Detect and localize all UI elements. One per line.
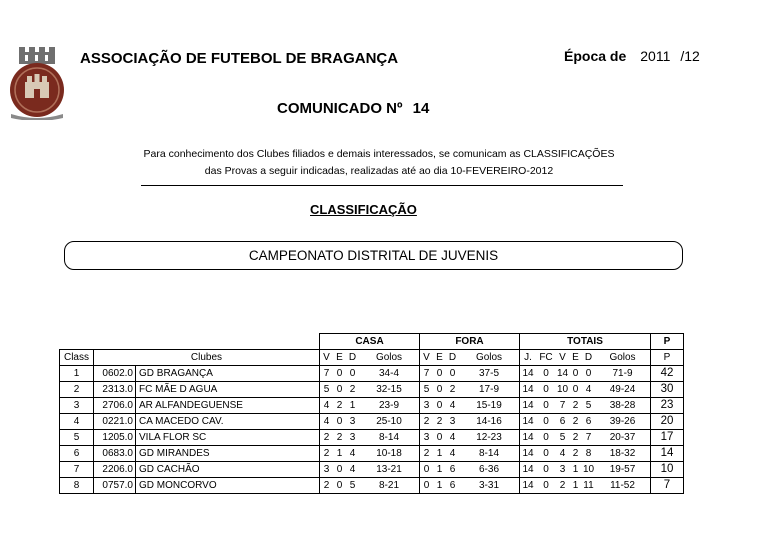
- row-fora-v: 7: [423, 367, 430, 379]
- row-fora-e: 0: [436, 399, 443, 411]
- group-header-casa: CASA: [320, 334, 420, 350]
- col-casa-golos: Golos: [375, 351, 403, 363]
- col-casa-v: V: [323, 351, 330, 363]
- row-casa-e: 0: [336, 383, 343, 395]
- row-totais-j: 14: [522, 447, 534, 459]
- row-club-code: 0683.0: [94, 445, 136, 461]
- col-fora-d: D: [448, 351, 457, 363]
- row-totais-v: 3: [559, 463, 566, 475]
- row-casa-e: 0: [336, 479, 343, 491]
- row-casa-d: 4: [349, 463, 356, 475]
- row-totais-v: 6: [559, 415, 566, 427]
- row-club-name: FC MÃE D AGUA: [136, 381, 320, 397]
- row-casa-d: 3: [349, 415, 356, 427]
- row-casa-v: 2: [323, 479, 330, 491]
- row-fora-d: 4: [449, 431, 456, 443]
- row-casa-v: 5: [323, 383, 330, 395]
- row-totais-fc: 0: [543, 447, 549, 459]
- row-fora-e: 1: [436, 447, 443, 459]
- row-totais-e: 2: [572, 399, 579, 411]
- row-casa: [320, 397, 420, 413]
- row-totais-d: 4: [585, 383, 592, 395]
- row-club-name: GD CACHÃO: [136, 461, 320, 477]
- row-position: 7: [60, 461, 94, 477]
- row-casa-v: 2: [323, 447, 330, 459]
- table-row: [60, 381, 684, 397]
- row-club-code: 1205.0: [94, 429, 136, 445]
- row-fora-d: 3: [449, 415, 456, 427]
- group-header-fora: FORA: [420, 334, 520, 350]
- intro-line-2: das Provas a seguir indicadas, realizadas até ao dia 10-FEVEREIRO-2012: [204, 165, 554, 177]
- row-totais-j: 14: [522, 383, 534, 395]
- row-totais: [520, 429, 651, 445]
- row-totais: [520, 477, 651, 493]
- row-totais-d: 5: [585, 399, 592, 411]
- row-totais-fc: 0: [543, 383, 549, 395]
- row-fora-golos: 3-31: [478, 479, 499, 491]
- row-totais-fc: 0: [543, 463, 549, 475]
- row-casa-golos: 32-15: [376, 383, 402, 395]
- row-position: 8: [60, 477, 94, 493]
- row-casa-golos: 34-4: [378, 367, 399, 379]
- row-totais-j: 14: [522, 415, 534, 427]
- row-casa: [320, 381, 420, 397]
- row-fora-golos: 37-5: [478, 367, 499, 379]
- row-points: 7: [651, 477, 684, 493]
- row-totais-golos: 11-52: [610, 479, 635, 491]
- row-casa-d: 1: [349, 399, 356, 411]
- row-club-name: GD MONCORVO: [136, 477, 320, 493]
- row-fora: [420, 397, 520, 413]
- row-points: 17: [651, 429, 684, 445]
- col-totais-v: V: [559, 351, 566, 363]
- row-fora-v: 3: [423, 399, 430, 411]
- row-totais-v: 7: [559, 399, 566, 411]
- row-casa-e: 2: [336, 431, 343, 443]
- row-totais: [520, 413, 651, 429]
- season-label: Época de: [564, 48, 627, 64]
- table-row: [60, 365, 684, 381]
- row-casa-golos: 8-14: [378, 431, 399, 443]
- row-totais-e: 2: [572, 415, 579, 427]
- row-totais-e: 0: [572, 383, 579, 395]
- row-points: 23: [651, 397, 684, 413]
- row-totais-d: 10: [582, 463, 595, 475]
- row-club-name: CA MACEDO CAV.: [136, 413, 320, 429]
- row-totais-j: 14: [522, 367, 534, 379]
- row-casa: [320, 445, 420, 461]
- row-totais-v: 2: [559, 479, 566, 491]
- row-fora-golos: 15-19: [476, 399, 502, 411]
- divider: [141, 185, 623, 186]
- row-fora: [420, 461, 520, 477]
- row-casa-d: 0: [349, 367, 356, 379]
- intro-line-1: Para conhecimento dos Clubes filiados e demais interessados, se comunicam as CLASSIFICAÇÕES: [143, 148, 615, 160]
- row-totais-d: 7: [585, 431, 592, 443]
- row-totais: [520, 381, 651, 397]
- row-fora-d: 4: [449, 399, 456, 411]
- association-name: ASSOCIAÇÃO DE FUTEBOL DE BRAGANÇA: [80, 50, 399, 67]
- col-header-class: Class: [60, 349, 94, 365]
- row-position: 5: [60, 429, 94, 445]
- row-totais-e: 1: [572, 479, 579, 491]
- row-fora-d: 0: [449, 367, 456, 379]
- row-fora: [420, 445, 520, 461]
- row-fora-d: 2: [449, 383, 456, 395]
- row-fora-e: 1: [436, 479, 443, 491]
- row-club-name: GD MIRANDES: [136, 445, 320, 461]
- row-totais-j: 14: [522, 399, 534, 411]
- row-fora: [420, 381, 520, 397]
- row-fora-e: 2: [436, 415, 443, 427]
- row-casa: [320, 429, 420, 445]
- row-casa: [320, 413, 420, 429]
- row-position: 2: [60, 381, 94, 397]
- row-totais-fc: 0: [543, 479, 549, 491]
- row-totais-v: 10: [556, 383, 569, 395]
- row-club-code: 2313.0: [94, 381, 136, 397]
- col-totais-d: D: [584, 351, 593, 363]
- row-club-name: GD BRAGANÇA: [136, 365, 320, 381]
- standings-table: [59, 333, 684, 494]
- row-casa-d: 4: [349, 447, 356, 459]
- row-casa-v: 4: [323, 415, 330, 427]
- row-totais-v: 14: [556, 367, 569, 379]
- row-points: 30: [651, 381, 684, 397]
- row-totais-golos: 38-28: [609, 399, 636, 411]
- row-totais-golos: 19-57: [609, 463, 636, 475]
- row-totais-golos: 39-26: [609, 415, 636, 427]
- row-club-code: 0221.0: [94, 413, 136, 429]
- col-casa-d: D: [348, 351, 357, 363]
- row-totais-fc: 0: [543, 399, 549, 411]
- row-fora-v: 2: [423, 447, 430, 459]
- row-casa-e: 0: [336, 463, 343, 475]
- row-totais: [520, 445, 651, 461]
- col-header-fora: [420, 349, 520, 365]
- row-position: 6: [60, 445, 94, 461]
- row-points: 42: [651, 365, 684, 381]
- row-totais-j: 14: [522, 479, 534, 491]
- col-fora-e: E: [436, 351, 443, 363]
- row-casa-e: 0: [336, 367, 343, 379]
- row-casa-d: 5: [349, 479, 356, 491]
- blank-header: [60, 334, 320, 350]
- row-totais-d: 8: [585, 447, 592, 459]
- row-fora: [420, 365, 520, 381]
- row-fora-e: 0: [436, 367, 443, 379]
- row-casa-e: 1: [336, 447, 343, 459]
- row-totais-d: 6: [585, 415, 592, 427]
- row-totais-v: 4: [559, 447, 566, 459]
- row-position: 3: [60, 397, 94, 413]
- row-totais-e: 0: [572, 367, 579, 379]
- row-totais: [520, 397, 651, 413]
- row-totais-golos: 18-32: [609, 447, 636, 459]
- col-fora-v: V: [423, 351, 430, 363]
- row-totais: [520, 365, 651, 381]
- row-casa-d: 2: [349, 383, 356, 395]
- table-row: [60, 429, 684, 445]
- row-fora-golos: 6-36: [478, 463, 499, 475]
- communique-label: COMUNICADO Nº: [277, 100, 403, 117]
- row-fora-v: 5: [423, 383, 430, 395]
- competition-title: CAMPEONATO DISTRITAL DE JUVENIS: [64, 241, 683, 270]
- row-casa-v: 4: [323, 399, 330, 411]
- section-title: CLASSIFICAÇÃO: [310, 202, 417, 217]
- row-casa-v: 2: [323, 431, 330, 443]
- row-fora: [420, 429, 520, 445]
- table-row: [60, 477, 684, 493]
- row-casa-v: 3: [323, 463, 330, 475]
- row-casa-golos: 10-18: [376, 447, 402, 459]
- row-totais: [520, 461, 651, 477]
- season-suffix: /12: [680, 48, 700, 64]
- row-totais-j: 14: [522, 463, 534, 475]
- row-position: 4: [60, 413, 94, 429]
- row-fora-e: 1: [436, 463, 443, 475]
- communique-title: [277, 100, 429, 117]
- table-row: [60, 461, 684, 477]
- row-fora: [420, 477, 520, 493]
- row-fora-d: 6: [449, 463, 456, 475]
- row-totais-j: 14: [522, 431, 534, 443]
- row-fora: [420, 413, 520, 429]
- row-totais-d: 11: [583, 479, 594, 491]
- row-casa: [320, 365, 420, 381]
- col-header-totais: [520, 349, 651, 365]
- row-fora-v: 3: [423, 431, 430, 443]
- row-totais-fc: 0: [543, 367, 549, 379]
- row-fora-v: 0: [423, 463, 430, 475]
- col-header-p: P: [651, 349, 684, 365]
- row-fora-d: 6: [449, 479, 456, 491]
- row-fora-golos: 14-16: [476, 415, 502, 427]
- communique-number: 14: [412, 100, 430, 117]
- row-casa-e: 0: [336, 415, 343, 427]
- row-totais-fc: 0: [543, 431, 549, 443]
- row-totais-fc: 0: [543, 415, 549, 427]
- group-header-p: P: [651, 334, 684, 350]
- standings-rows: [60, 365, 684, 493]
- row-totais-golos: 20-37: [609, 431, 636, 443]
- row-casa-d: 3: [349, 431, 356, 443]
- table-row: [60, 445, 684, 461]
- row-casa-e: 2: [336, 399, 343, 411]
- col-fora-golos: Golos: [475, 351, 503, 363]
- row-points: 14: [651, 445, 684, 461]
- row-fora-v: 2: [423, 415, 430, 427]
- row-fora-d: 4: [449, 447, 456, 459]
- table-row: [60, 397, 684, 413]
- season-year: 2011: [640, 48, 671, 64]
- row-club-name: AR ALFANDEGUENSE: [136, 397, 320, 413]
- row-casa-golos: 23-9: [378, 399, 399, 411]
- season-info: [564, 48, 700, 64]
- row-fora-golos: 8-14: [478, 447, 499, 459]
- col-totais-j: J.: [524, 351, 532, 363]
- col-casa-e: E: [336, 351, 343, 363]
- col-totais-fc: FC: [539, 351, 553, 363]
- row-casa: [320, 461, 420, 477]
- row-totais-e: 1: [572, 463, 579, 475]
- row-totais-e: 2: [572, 447, 579, 459]
- row-totais-e: 2: [572, 431, 579, 443]
- row-club-code: 0757.0: [94, 477, 136, 493]
- row-club-code: 2706.0: [94, 397, 136, 413]
- group-header-totais: TOTAIS: [520, 334, 651, 350]
- row-totais-v: 5: [559, 431, 566, 443]
- row-fora-golos: 12-23: [476, 431, 502, 443]
- row-points: 20: [651, 413, 684, 429]
- col-header-casa: [320, 349, 420, 365]
- col-totais-golos: Golos: [609, 351, 636, 363]
- row-points: 10: [651, 461, 684, 477]
- row-club-name: VILA FLOR SC: [136, 429, 320, 445]
- row-casa-golos: 8-21: [378, 479, 399, 491]
- row-casa: [320, 477, 420, 493]
- row-club-code: 2206.0: [94, 461, 136, 477]
- row-fora-e: 0: [436, 383, 443, 395]
- row-fora-golos: 17-9: [478, 383, 499, 395]
- row-fora-v: 0: [423, 479, 430, 491]
- table-row: [60, 413, 684, 429]
- row-position: 1: [60, 365, 94, 381]
- row-club-code: 0602.0: [94, 365, 136, 381]
- coat-of-arms-icon: [5, 44, 69, 120]
- col-totais-e: E: [572, 351, 579, 363]
- row-casa-golos: 13-21: [376, 463, 402, 475]
- row-casa-v: 7: [323, 367, 330, 379]
- col-header-clubes: Clubes: [94, 349, 320, 365]
- row-totais-golos: 49-24: [609, 383, 636, 395]
- row-totais-d: 0: [585, 367, 592, 379]
- row-totais-golos: 71-9: [612, 367, 633, 379]
- row-fora-e: 0: [436, 431, 443, 443]
- row-casa-golos: 25-10: [376, 415, 402, 427]
